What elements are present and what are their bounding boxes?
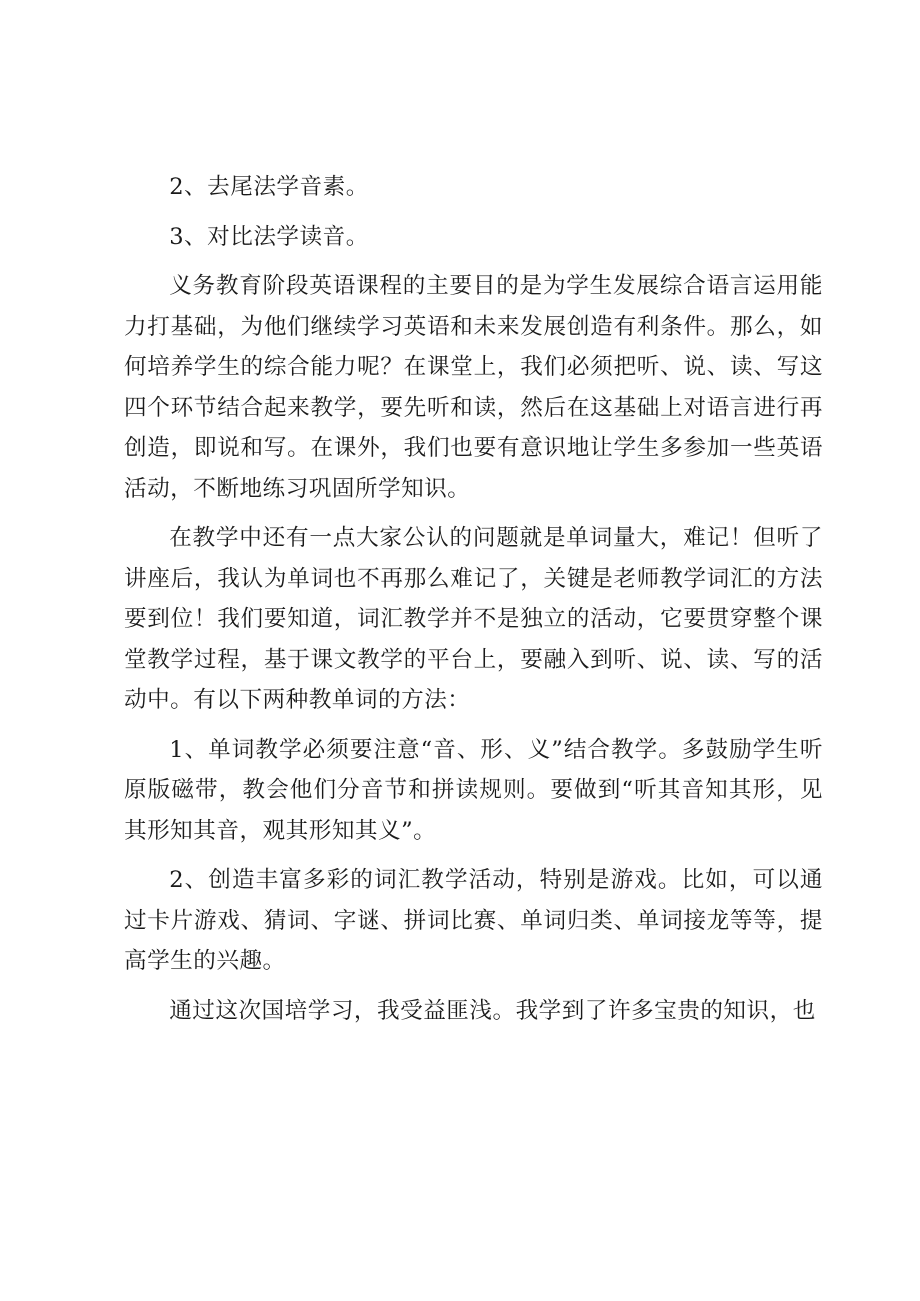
- paragraph-2: 3、对比法学读音。: [169, 223, 369, 250]
- document-body: [124, 167, 823, 1031]
- paragraph-6: 2、创造丰富多彩的词汇教学活动，特别是游戏。比如，可以通过卡片游戏、猜词、字谜、拼词比赛、单词归类、单词接龙等等，提高学生的兴趣。: [124, 867, 823, 974]
- paragraph-4: 在教学中还有一点大家公认的问题就是单词量大，难记！但听了讲座后，我认为单词也不再那么难记了，关键是老师教学词汇的方法要到位！我们要知道，词汇教学并不是独立的活动，它要贯穿整个课堂教学过程，基于课文教学的平台上，要融入到听、说、读、写的活动中。有以下两种教单词的方法：: [124, 525, 823, 713]
- paragraph-5: 1、单词教学必须要注意“音、形、义”结合教学。多鼓励学生听原版磁带，教会他们分音节和拼读规则。要做到“听其音知其形，见其形知其音，观其形知其义”。: [124, 736, 823, 844]
- paragraph-7: 通过这次国培学习，我受益匪浅。我学到了许多宝贵的知识，也: [169, 997, 816, 1024]
- paragraph-1: 2、去尾法学音素。: [169, 174, 369, 200]
- paragraph-3: 义务教育阶段英语课程的主要目的是为学生发展综合语言运用能力打基础，为他们继续学习英语和未来发展创造有利条件。那么，如何培养学生的综合能力呢？在课堂上，我们必须把听、说、读、写这四个环节结合起来教学，要先听和读，然后在这基础上对语言进行再创造，即说和写。在课外，我们也要有意识地让学生多参加一些英语活动，不断地练习巩固所学知识。: [124, 273, 823, 502]
